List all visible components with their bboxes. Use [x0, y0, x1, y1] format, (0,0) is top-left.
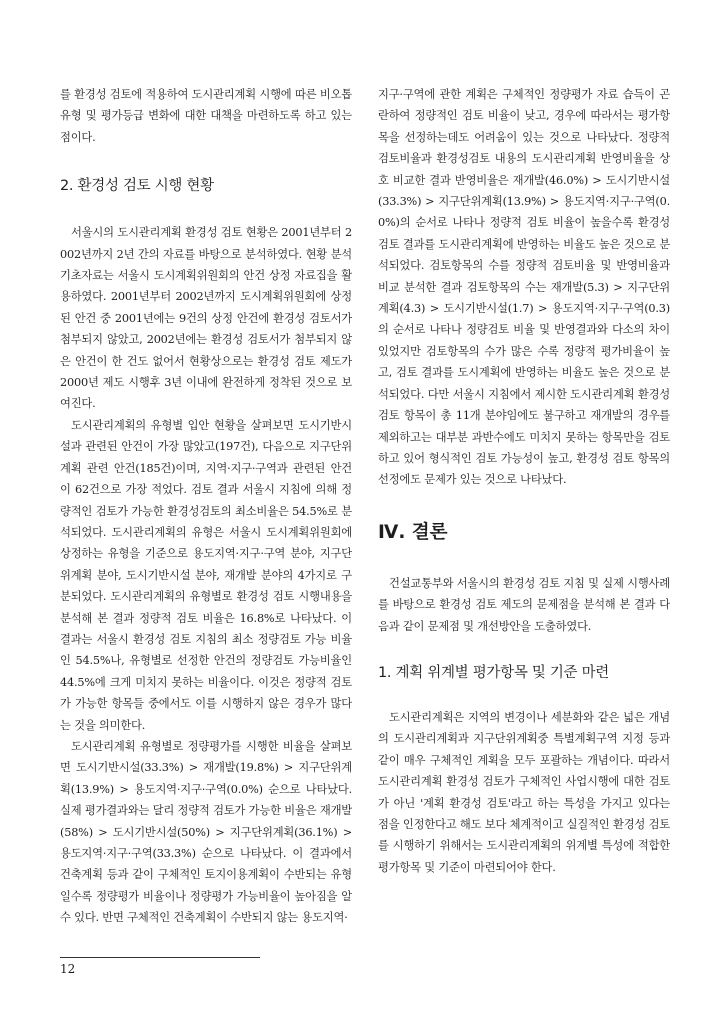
section-heading-2: 2. 환경성 검토 시행 현황 [60, 178, 214, 195]
left-column [60, 84, 352, 929]
paragraph-hierarchy-criteria: 도시관리계획은 지역의 변경이나 세분화와 같은 넓은 개념의 도시관리계획과 지구단위계획중 특별계획구역 지정 등과 같이 매우 구체적인 계획을 모두 포괄하는 개념이다. 따라서 도시관리계획 환경성 검토가 구체적인 사업시행에 대한 검토가 아닌 '계획 환경성 검토'라고 하는 특성을 가지고 있다는 점을 인정한다고 해도 보다 체계적이고 실질적인 환경성 검토를 시행하기 위해서는 도시관리계획의 위계별 특성에 적합한 평가항목 및 기준이 마련되어야 한다. [378, 710, 670, 874]
paragraph-conclusion-intro: 건설교통부와 서울시의 환경성 검토 지침 및 실제 시행사례를 바탕으로 환경성 검토 제도의 문제점을 분석해 본 결과 다음과 같이 문제점 및 개선방안을 도출하였다. [378, 576, 670, 633]
right-column [378, 84, 670, 878]
paragraph-status-overview: 서울시의 도시관리계획 환경성 검토 현황은 2001년부터 2002년까지 2년 간의 자료를 바탕으로 분석하였다. 현황 분석 기초자료는 서울시 도시계획위원회의 안건 상정 자료집을 활용하였다. 2001년부터 2002년까지 도시계획위원회에 상정된 안건 중 2001년에는 9건의 상정 안건에 환경성 검토서가 첨부되지 않았고, 2002년에는 환경성 검토서가 첨부되지 않은 안건이 한 건도 없어서 현황상으로는 환경성 검토 제도가 2000년 제도 시행후 3년 이내에 완전하게 정착된 것으로 보여진다. [60, 226, 352, 411]
chapter-heading-conclusion: Ⅳ. 결론 [378, 521, 448, 543]
footer-rule [60, 957, 260, 958]
page-number: 12 [60, 962, 76, 976]
paragraph-quantitative-ratio: 도시관리계획 유형별로 정량평가를 시행한 비율을 살펴보면 도시기반시설(33.3%) > 재개발(19.8%) > 지구단위계획(13.9%) > 용도지역·지구·구역(0.0%) 순으로 나타났다. 실제 평가결과와는 달리 정량적 검토가 가능한 비율은 재개발(58%) > 도시기반시설(50%) > 지구단위계획(36.1%) > 용도지역·지구·구역(33.3%) 순으로 나타났다. 이 결과에서 건축계획 등과 같이 구체적인 토지이용계획이 수반되는 유형일수록 정량평가 비율이나 정량평가 가능비율이 높아짐을 알 수 있다. 반면 구체적인 건축계획이 수반되지 않는 용도지역· [60, 739, 352, 925]
paragraph-continued: 를 환경성 검토에 적용하여 도시관리계획 시행에 따른 비오톱 유형 및 평가등급 변화에 대한 대책을 마련하도록 하고 있는 점이다. [60, 88, 352, 144]
paragraph-type-analysis: 도시관리계획의 유형별 입안 현황을 살펴보면 도시기반시설과 관련된 안건이 가장 많았고(197건), 다음으로 지구단위계획 관련 안건(185건)이며, 지역·지구·구역과 관련된 안건이 62건으로 가장 적었다. 검토 결과 서울시 지침에 의해 정량적인 검토가 가능한 환경성검토의 최소비율은 54.5%로 분석되었다. 도시관리계획의 유형은 서울시 도시계획위원회에 상정하는 유형을 기준으로 용도지역·지구·구역 분야, 지구단위계획 분야, 도시기반시설 분야, 재개발 분야의 4가지로 구분되었다. 도시관리계획의 유형별로 환경성 검토 시행내용을 분석해 본 결과 정량적 검토 비율은 16.8%로 나타났다. 이 결과는 서울시 환경성 검토 지침의 최소 정량검토 가능 비율인 54.5%나, 유형별로 선정한 안건의 정량검토 가능비율인 44.5%에 크게 미치지 못하는 비율이다. 이것은 정량적 검토가 가능한 항목들 중에서도 이를 시행하지 않은 경우가 많다는 것을 의미한다. [60, 418, 352, 732]
paragraph-review-items: 지구·구역에 관한 계획은 구체적인 정량평가 자료 습득이 곤란하여 정량적인 검토 비율이 낮고, 경우에 따라서는 평가항목을 선정하는데도 어려움이 있는 것으로 나타났다. 정량적 검토비율과 환경성검토 내용의 도시관리계획 반영비율을 상호 비교한 결과 반영비율은 재개발(46.0%) > 도시기반시설(33.3%) > 지구단위계획(13.9%) > 용도지역·지구·구역(0.0%)의 순서로 나타나 정량적 검토 비율이 높을수록 환경성 검토 결과를 도시관리계획에 반영하는 비율도 높은 것으로 분석되었다. 검토항목의 수를 정량적 검토비율 및 반영비율과 비교 분석한 결과 검토항목의 수는 재개발(5.3) > 지구단위계획(4.3) > 도시기반시설(1.7) > 용도지역·지구·구역(0.3)의 순서로 나타나 정량검토 비율 및 반영결과와 다소의 차이 있었지만 검토항목의 수가 많은 수록 정량적 평가비율이 높고, 검토 결과를 도시계획에 반영하는 비율도 높은 것으로 분석되었다. 다만 서울시 지침에서 제시한 도시관리계획 환경성 검토 항목이 총 11개 분야임에도 불구하고 재개발의 경우를 제외하고는 대부분 과반수에도 미치지 못하는 항목만을 검토하고 있어 형식적인 검토 가능성이 높고, 환경성 검토 항목의 선정에도 문제가 있는 것으로 나타났다. [378, 88, 670, 487]
section-heading-1: 1. 계획 위계별 평가항목 및 기준 마련 [378, 664, 609, 681]
